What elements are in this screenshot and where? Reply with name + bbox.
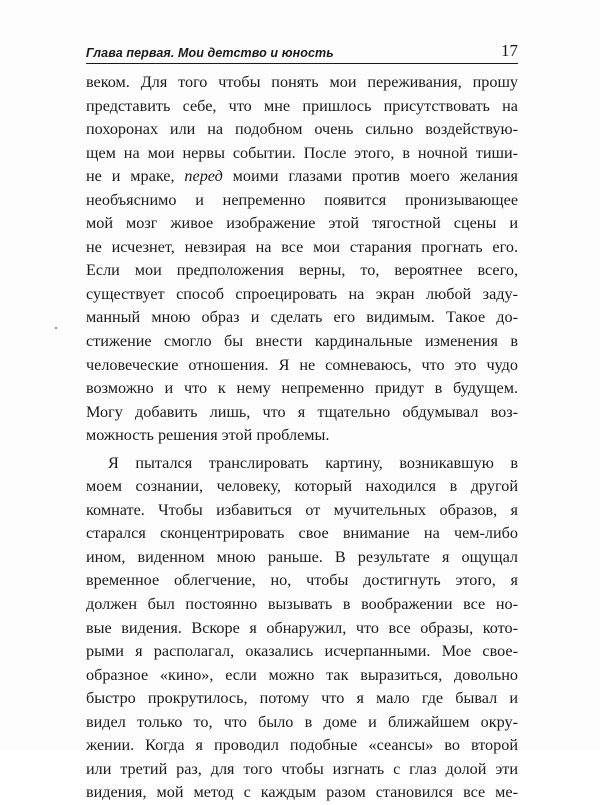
text-line: временное облегчение, но, чтобы достигнуть этого, я [86,571,518,590]
text-line: рыми я располагал, оказались исчерпанными. Мое свое- [86,642,518,661]
page-number: 17 [501,41,518,60]
text-line: возможно и что к нему непременно придут в будущем. [86,379,518,398]
running-head: Глава первая. Мои детство и юность [86,46,334,60]
text-line: существует способ спроецировать на экран любой заду- [86,284,518,303]
text-line: видения, мой метод с каждым разом становился все ме- [86,783,518,802]
text-line: манный мною образ и сделать его видимым. Такое до- [86,308,518,327]
text-line: необъяснимо и непременно появится пронизывающее [86,190,518,209]
text-line: образное «кино», если можно так выразиться, довольно [86,665,518,684]
text-line: быстро прокрутилось, потому что я мало где бывал и [86,689,518,708]
text-line: или третий раз, для того чтобы изгнать с глаз долой эти [86,759,518,778]
text-line: моем сознании, человеку, который находился в другой [86,477,518,496]
text-line: представить себе, что мне пришлось присутствовать на [86,96,518,115]
text-line: вые видения. Вскоре я обнаружил, что все образы, кото- [86,618,518,637]
emphasis-word: перед [184,167,223,186]
text-line: мой мозг живое изображение этой тягостной сцены и [86,214,518,233]
text-line: видел только то, что было в доме и ближайшем окру- [86,712,518,731]
text-line: Если мои предположения верны, то, вероятнее всего, [86,261,518,280]
paragraph-start-line: Я пытался транслировать картину, возникавшую в [108,453,518,472]
scan-speck [55,327,57,329]
text-line: щем на мои нервы событии. После этого, в ночной тиши- [86,143,518,162]
page-header [86,40,518,64]
text-line: не исчезнет, невзирая на все мои старания прогнать его. [86,237,518,256]
text-segment: не и мраке, [86,167,185,186]
body-text [86,71,518,805]
text-line: Могу добавить лишь, что я тщательно обдумывал воз- [86,402,518,421]
text-line: жении. Когда я проводил подобные «сеансы» во второй [86,736,518,755]
header-rule [86,63,518,64]
text-line: должен был постоянно вызывать в воображении все но- [86,595,518,614]
text-line: комнате. Чтобы избавиться от мучительных образов, я [86,500,518,519]
paragraph-end-line: можность решения этой проблемы. [86,426,330,445]
text-line-with-emphasis [86,165,518,189]
text-segment: моими глазами против моего желания [222,167,518,186]
text-line: человеческие отношения. Я не сомневаюсь, что это чудо [86,355,518,374]
text-line: старался сконцентрировать свое внимание на чем-либо [86,524,518,543]
text-line: ином, виденном мною раньше. В результате я ощущал [86,547,518,566]
text-line: стижение смогло бы внести кардинальные изменения в [86,332,518,351]
text-line: похоронах или на подобном очень сильно воздействую- [86,120,518,139]
text-line: веком. Для того чтобы понять мои переживания, прошу [86,73,518,91]
